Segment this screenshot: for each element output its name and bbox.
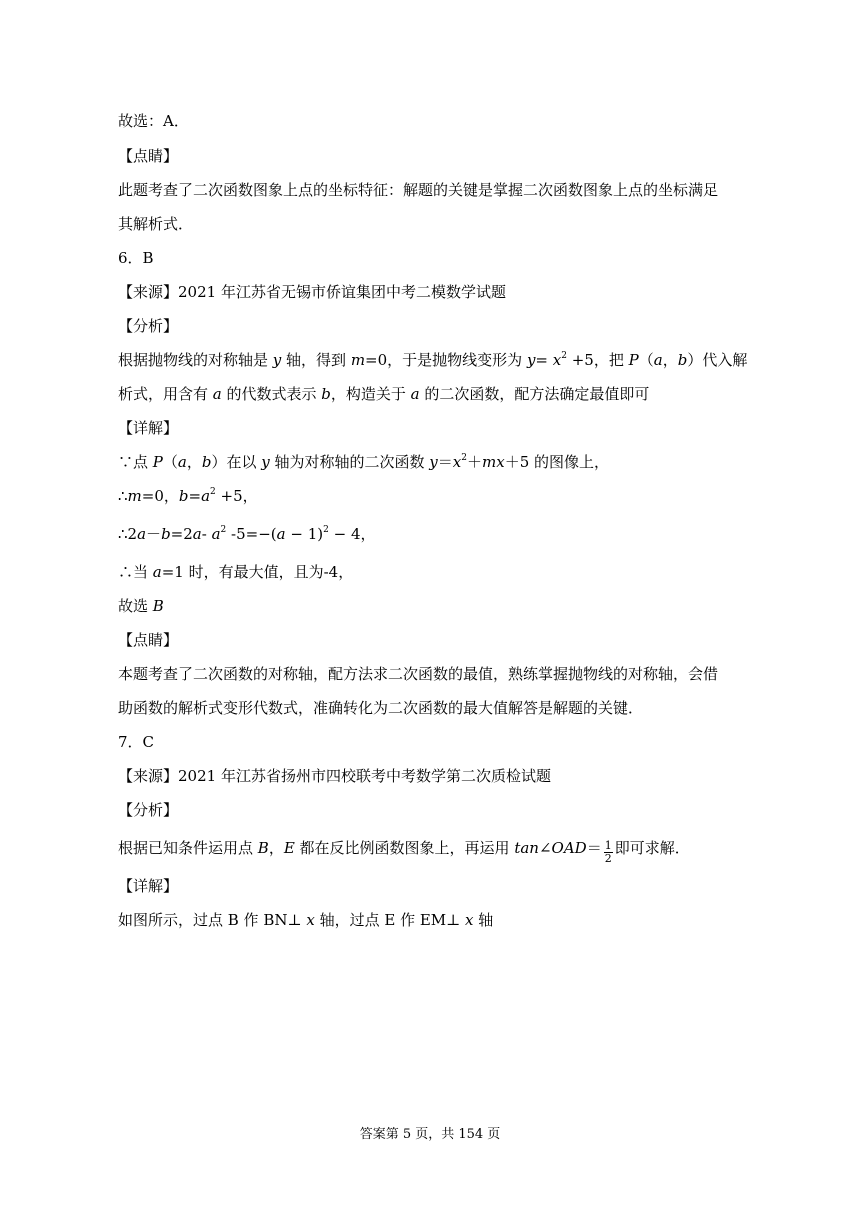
section-heading-xiangjie: 【详解】	[118, 419, 179, 437]
comment-text-continued: 其解析式．	[118, 215, 194, 233]
comment-text-2-continued: 助函数的解析式变形代数式，准确转化为二次函数的最大值解答是解题的关键．	[118, 699, 644, 717]
comment-text: 此题考查了二次函数图象上点的坐标特征：解题的关键是掌握二次函数图象上点的坐标满足	[118, 181, 719, 199]
analysis-line-q7: 根据已知条件运用点 B，E 都在反比例函数图象上，再运用 tan∠OAD＝ $\frac{1}{2}$ 即可求解．	[118, 839, 690, 865]
section-heading-dianjing-2: 【点睛】	[118, 631, 179, 649]
fraction-one-half: $\frac{1}{2}$	[604, 839, 612, 865]
question-6-source: 【来源】2021 年江苏省无锡市侨谊集团中考二模数学试题	[118, 283, 506, 301]
section-heading-fenxi-2: 【分析】	[118, 801, 179, 819]
analysis-line-2: 析式，用含有 a 的代数式表示 b，构造关于 a 的二次函数，配方法确定最值即可	[118, 385, 650, 403]
solution-line-4: ∴当 a=1 时，有最大值，且为-4，	[118, 563, 354, 581]
section-heading-xiangjie-2: 【详解】	[118, 877, 179, 895]
solution-line-1: ∵点 P（a，b）在以 y 轴为对称轴的二次函数 $y=x^2+mx+5$ 的图像上，	[118, 453, 609, 471]
section-heading-dianjing: 【点睛】	[118, 147, 179, 165]
question-6-answer: 6．B	[118, 249, 154, 267]
question-7-answer: 7．C	[118, 733, 155, 751]
solution-line-q7: 如图所示，过点 B 作 BN⊥ x 轴，过点 E 作 EM⊥ x 轴	[118, 911, 494, 929]
page-footer: 答案第 5 页，共 154 页	[359, 1127, 501, 1142]
section-heading-fenxi: 【分析】	[118, 317, 179, 335]
solution-conclusion: 故选 B	[118, 597, 164, 615]
question-7-source: 【来源】2021 年江苏省扬州市四校联考中考数学第二次质检试题	[118, 767, 551, 785]
solution-line-3: ∴2a－b=2a- $a^2$ $-5=-(a - 1)^2 - 4$，	[118, 525, 376, 543]
analysis-line-1: 根据抛物线的对称轴是 y 轴，得到 m=0，于是抛物线变形为 $y= x^2 +5$，把 P（a，b）代入解	[118, 351, 748, 369]
answer-choice-line: 故选：A．	[118, 112, 189, 130]
comment-text-2: 本题考查了二次函数的对称轴，配方法求二次函数的最值，熟练掌握抛物线的对称轴，会借	[118, 665, 719, 683]
solution-line-2: ∴m=0，$b=a^2 +5$，	[118, 487, 258, 505]
